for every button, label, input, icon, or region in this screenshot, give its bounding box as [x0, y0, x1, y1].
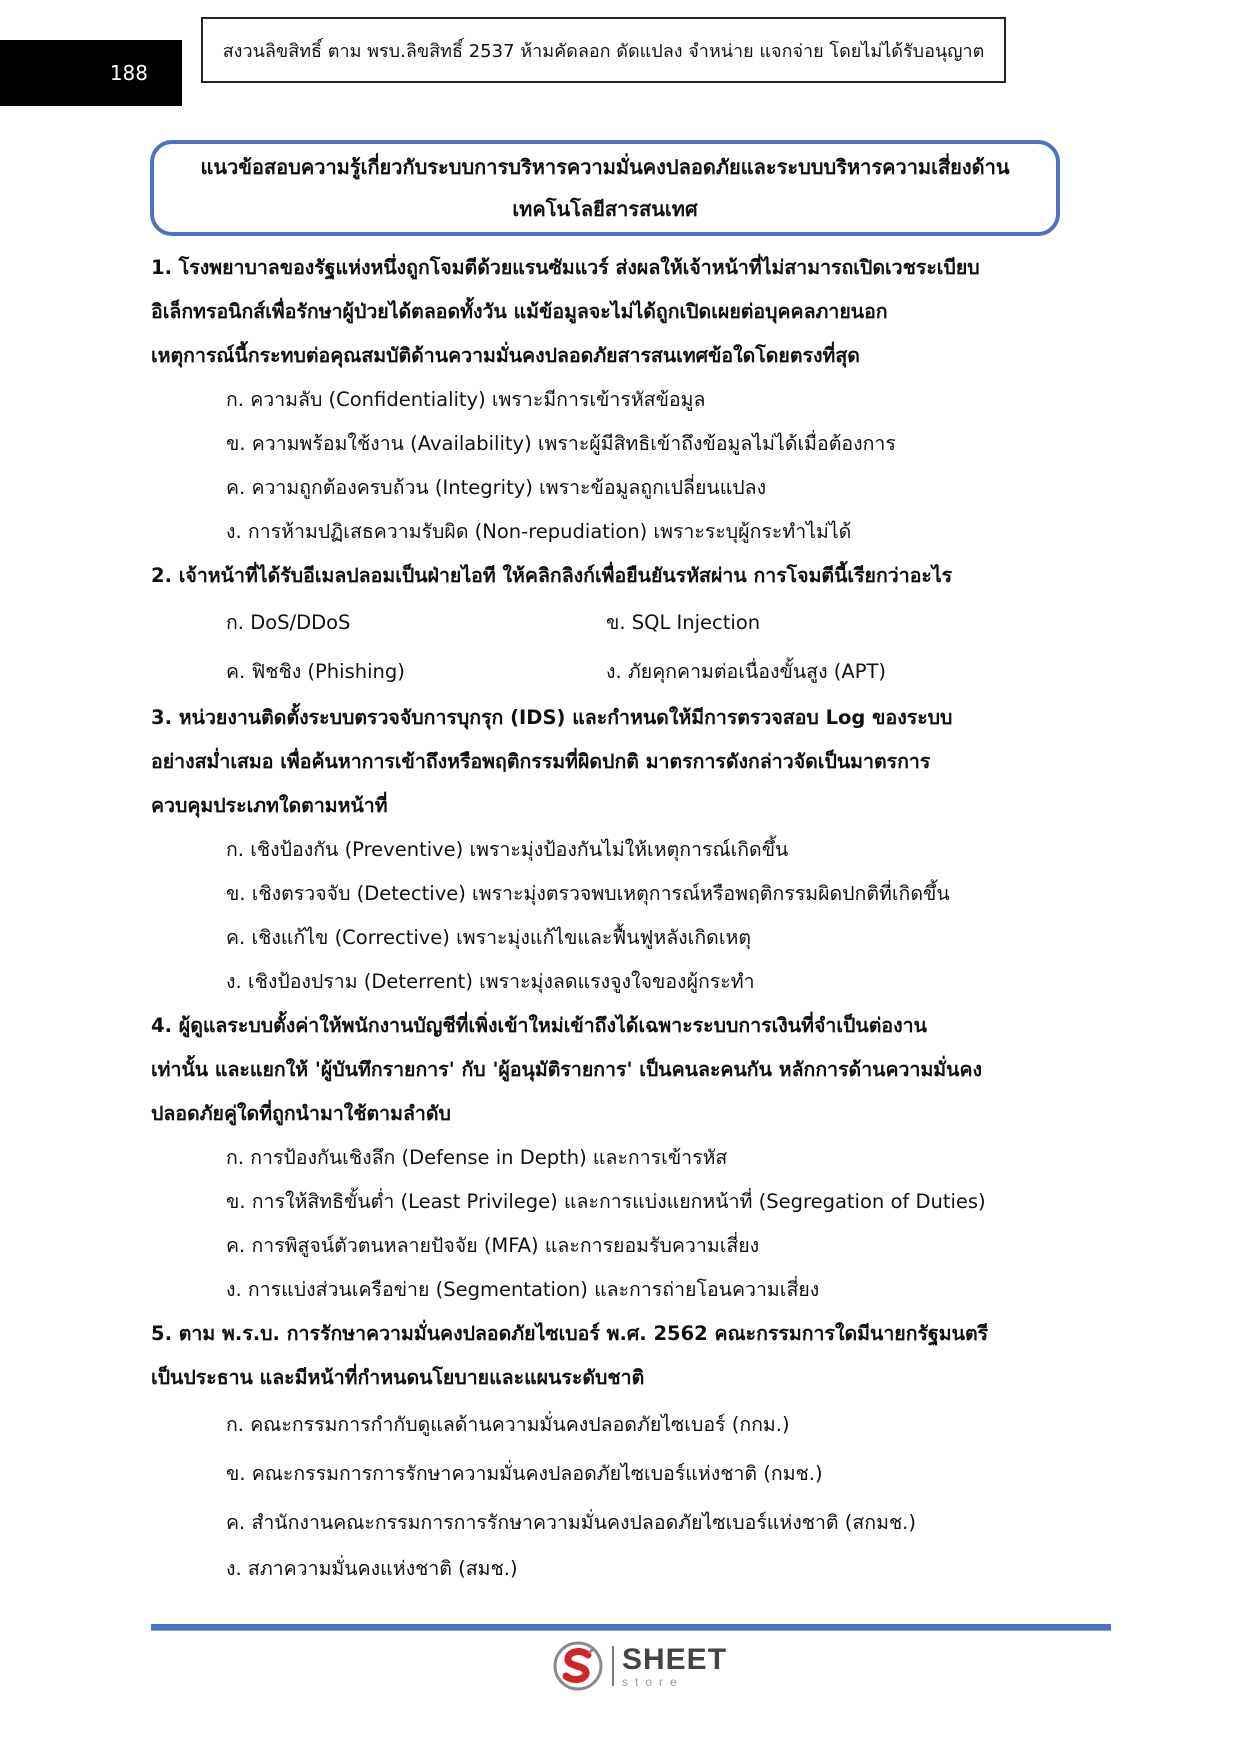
question-5-option-d: ง. สภาความมั่นคงแห่งชาติ (สมช.): [226, 1557, 518, 1580]
question-3: [151, 696, 1091, 1004]
copyright-header: สงวนลิขสิทธิ์ ตาม พรบ.ลิขสิทธิ์ 2537 ห้ามคัดลอก ดัดแปลง จำหน่าย แจกจ่าย โดยไม่ได้รับอนุญาต: [201, 17, 1006, 83]
sheet-store-logo: [552, 1640, 727, 1692]
question-1-option-c: ค. ความถูกต้องครบถ้วน (Integrity) เพราะข้อมูลถูกเปลี่ยนแปลง: [226, 476, 767, 499]
question-4-option-c: ค. การพิสูจน์ตัวตนหลายปัจจัย (MFA) และการยอมรับความเสี่ยง: [226, 1234, 760, 1257]
question-5-option-c: ค. สำนักงานคณะกรรมการการรักษาความมั่นคงปลอดภัยไซเบอร์แห่งชาติ (สกมช.): [226, 1511, 916, 1534]
question-2-option-c: ค. ฟิชชิง (Phishing): [226, 660, 405, 683]
question-2-option-d: ง. ภัยคุกคามต่อเนื่องขั้นสูง (APT): [606, 660, 887, 683]
question-4-option-b: ข. การให้สิทธิขั้นต่ำ (Least Privilege) และการแบ่งแยกหน้าที่ (Segregation of Duties): [226, 1190, 986, 1213]
question-2-stem-line-1: 2. เจ้าหน้าที่ได้รับอีเมลปลอมเป็นฝ่ายไอที ให้คลิกลิงก์เพื่อยืนยันรหัสผ่าน การโจมตีนี้เรียกว่าอะไร: [151, 564, 953, 587]
question-1-stem-line-2: อิเล็กทรอนิกส์เพื่อรักษาผู้ป่วยได้ตลอดทั้งวัน แม้ข้อมูลจะไม่ได้ถูกเปิดเผยต่อบุคคลภายนอก: [151, 300, 888, 323]
question-2: [151, 554, 1091, 696]
question-4-stem-line-3: ปลอดภัยคู่ใดที่ถูกนำมาใช้ตามลำดับ: [151, 1102, 451, 1125]
question-1-stem-line-1: 1. โรงพยาบาลของรัฐแห่งหนึ่งถูกโจมตีด้วยแรนซัมแวร์ ส่งผลให้เจ้าหน้าที่ไม่สามารถเปิดเวชระเบียบ: [151, 256, 980, 279]
question-3-option-c: ค. เชิงแก้ไข (Corrective) เพราะมุ่งแก้ไขและฟื้นฟูหลังเกิดเหตุ: [226, 926, 751, 949]
question-3-option-d: ง. เชิงป้องปราม (Deterrent) เพราะมุ่งลดแรงจูงใจของผู้กระทำ: [226, 970, 755, 993]
question-5-stem-line-2: เป็นประธาน และมีหน้าที่กำหนดนโยบายและแผนระดับชาติ: [151, 1366, 645, 1389]
question-1-option-a: ก. ความลับ (Confidentiality) เพราะมีการเข้ารหัสข้อมูล: [226, 388, 706, 411]
question-2-option-b: ข. SQL Injection: [606, 611, 761, 634]
question-5-stem-line-1: 5. ตาม พ.ร.บ. การรักษาความมั่นคงปลอดภัยไซเบอร์ พ.ศ. 2562 คณะกรรมการใดมีนายกรัฐมนตรี: [151, 1322, 989, 1345]
sheet-s-logo-icon: [552, 1640, 604, 1692]
question-5-option-b: ข. คณะกรรมการการรักษาความมั่นคงปลอดภัยไซเบอร์แห่งชาติ (กมช.): [226, 1462, 823, 1485]
question-4: [151, 1004, 1091, 1312]
section-title-line-2: เทคโนโลยีสารสนเทศ: [512, 197, 698, 221]
question-3-stem-line-2: อย่างสม่ำเสมอ เพื่อค้นหาการเข้าถึงหรือพฤติกรรมที่ผิดปกติ มาตรการดังกล่าวจัดเป็นมาตรการ: [151, 750, 931, 773]
logo-separator: [612, 1646, 614, 1686]
question-3-stem-line-1: 3. หน่วยงานติดตั้งระบบตรวจจับการบุกรุก (IDS) และกำหนดให้มีการตรวจสอบ Log ของระบบ: [151, 706, 953, 729]
question-list: [151, 246, 1091, 1591]
logo-subtext: store: [622, 1674, 684, 1689]
footer-divider: [151, 1624, 1111, 1631]
question-5: [151, 1312, 1091, 1591]
question-5-option-a: ก. คณะกรรมการกำกับดูแลด้านความมั่นคงปลอดภัยไซเบอร์ (กกม.): [226, 1413, 790, 1436]
question-4-stem-line-2: เท่านั้น และแยกให้ 'ผู้บันทึกรายการ' กับ 'ผู้อนุมัติรายการ' เป็นคนละคนกัน หลักการด้านความมั่นคง: [151, 1058, 983, 1081]
section-title-line-1: แนวข้อสอบความรู้เกี่ยวกับระบบการบริหารความมั่นคงปลอดภัยและระบบบริหารความเสี่ยงด้าน: [200, 155, 1010, 179]
page-number: 188: [0, 40, 182, 106]
section-title: [150, 140, 1060, 236]
question-1-stem-line-3: เหตุการณ์นี้กระทบต่อคุณสมบัติด้านความมั่นคงปลอดภัยสารสนเทศข้อใดโดยตรงที่สุด: [151, 344, 860, 367]
question-1-option-d: ง. การห้ามปฏิเสธความรับผิด (Non-repudiation) เพราะระบุผู้กระทำไม่ได้: [226, 520, 852, 543]
question-3-option-b: ข. เชิงตรวจจับ (Detective) เพราะมุ่งตรวจพบเหตุการณ์หรือพฤติกรรมผิดปกติที่เกิดขึ้น: [226, 882, 950, 905]
question-4-stem-line-1: 4. ผู้ดูแลระบบตั้งค่าให้พนักงานบัญชีที่เพิ่งเข้าใหม่เข้าถึงได้เฉพาะระบบการเงินที่จำเป็นต่องาน: [151, 1014, 927, 1037]
question-2-option-a: ก. DoS/DDoS: [226, 611, 351, 634]
logo-wordmark: SHEET: [622, 1642, 728, 1676]
question-4-option-a: ก. การป้องกันเชิงลึก (Defense in Depth) และการเข้ารหัส: [226, 1146, 728, 1169]
question-1-option-b: ข. ความพร้อมใช้งาน (Availability) เพราะผู้มีสิทธิเข้าถึงข้อมูลไม่ได้เมื่อต้องการ: [226, 432, 896, 455]
question-4-option-d: ง. การแบ่งส่วนเครือข่าย (Segmentation) และการถ่ายโอนความเสี่ยง: [226, 1278, 820, 1301]
question-3-option-a: ก. เชิงป้องกัน (Preventive) เพราะมุ่งป้องกันไม่ให้เหตุการณ์เกิดขึ้น: [226, 838, 789, 861]
question-1: [151, 246, 1091, 554]
question-3-stem-line-3: ควบคุมประเภทใดตามหน้าที่: [151, 794, 388, 817]
